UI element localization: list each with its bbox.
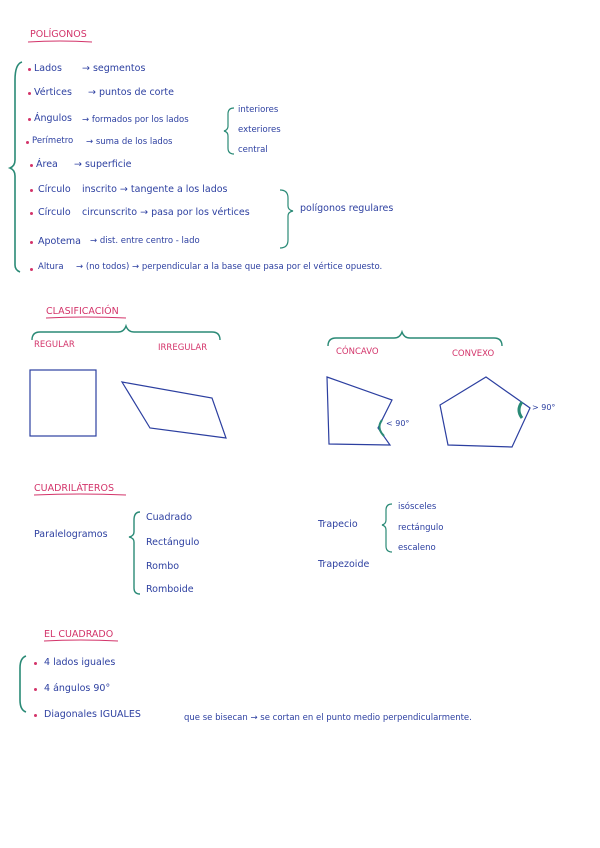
quad-item: Romboide xyxy=(146,584,194,595)
prop-label: Área xyxy=(36,159,58,170)
prop-desc: → superficie xyxy=(74,159,132,170)
bullet xyxy=(30,212,33,215)
label-convex: CONVEXO xyxy=(452,349,495,359)
prop-label: Perímetro xyxy=(32,136,74,146)
bullet xyxy=(34,688,37,691)
bullet xyxy=(28,118,31,121)
diagonals-desc: que se bisecan → se cortan en el punto medio perpendicularmente. xyxy=(184,713,472,723)
angle-types-bracket xyxy=(224,108,234,154)
quad-item: Rectángulo xyxy=(146,537,200,548)
quad-item: Rombo xyxy=(146,561,180,572)
brace-right xyxy=(328,332,502,346)
square-title: EL CUADRADO xyxy=(44,629,114,640)
quad-item: Cuadrado xyxy=(146,512,193,523)
square-bracket xyxy=(20,656,26,712)
irregular-quad-shape xyxy=(122,382,226,438)
prop-desc: → segmentos xyxy=(82,63,146,74)
parallelogram-bracket xyxy=(129,512,140,594)
prop-desc: inscrito → tangente a los lados xyxy=(82,184,228,195)
label-irregular: IRREGULAR xyxy=(158,343,208,353)
bullet xyxy=(30,241,33,244)
angle-type: central xyxy=(238,145,268,155)
diagonals-label: Diagonales IGUALES xyxy=(44,709,141,720)
square-fact: 4 lados iguales xyxy=(44,657,116,668)
angle-type: exteriores xyxy=(238,125,281,135)
trapezium-bracket xyxy=(382,504,392,552)
prop-desc: → puntos de corte xyxy=(88,87,174,98)
prop-label: Círculo xyxy=(38,207,71,218)
prop-label: Lados xyxy=(34,63,62,74)
trapezium-type: escaleno xyxy=(398,543,436,553)
prop-desc: → formados por los lados xyxy=(82,115,189,125)
bullet xyxy=(30,268,33,271)
classification-title: CLASIFICACIÓN xyxy=(46,306,119,317)
square-fact: 4 ángulos 90° xyxy=(44,683,111,694)
bullet xyxy=(34,662,37,665)
properties-bracket xyxy=(10,62,22,272)
bullet xyxy=(28,92,31,95)
prop-desc: → (no todos) → perpendicular a la base que pasa por el vértice opuesto. xyxy=(76,262,383,272)
label-regular: REGULAR xyxy=(34,340,75,350)
bullet xyxy=(30,189,33,192)
bullet xyxy=(34,714,37,717)
trapezium-type: isósceles xyxy=(398,502,437,512)
regular-bracket xyxy=(280,190,293,248)
bullet xyxy=(30,164,33,167)
prop-label: Apotema xyxy=(38,236,81,247)
brace-left xyxy=(32,326,220,340)
prop-label: Altura xyxy=(38,262,64,272)
convex-pentagon-shape xyxy=(440,377,530,447)
regular-polygons-note: polígonos regulares xyxy=(300,203,394,214)
label-concave: CÓNCAVO xyxy=(336,347,379,357)
page-title: POLÍGONOS xyxy=(30,29,87,40)
trapezium-type: rectángulo xyxy=(398,523,444,533)
prop-desc: → dist. entre centro - lado xyxy=(90,236,200,246)
prop-label: Ángulos xyxy=(34,113,72,124)
trapezium-label: Trapecio xyxy=(318,519,358,530)
parallelogram-group: Paralelogramos xyxy=(34,529,108,540)
prop-desc: → suma de los lados xyxy=(86,137,173,147)
bullet xyxy=(28,68,31,71)
prop-desc: circunscrito → pasa por los vértices xyxy=(82,207,250,218)
regular-square-shape xyxy=(30,370,96,436)
bullet xyxy=(26,141,29,144)
quadrilaterals-title: CUADRILÁTEROS xyxy=(34,483,114,494)
prop-label: Vértices xyxy=(34,87,72,98)
trapezoid-label: Trapezoide xyxy=(318,559,370,570)
angle-type: interiores xyxy=(238,105,279,115)
concave-angle-label: < 90° xyxy=(386,419,410,428)
prop-label: Círculo xyxy=(38,184,71,195)
convex-angle-label: > 90° xyxy=(532,403,556,412)
